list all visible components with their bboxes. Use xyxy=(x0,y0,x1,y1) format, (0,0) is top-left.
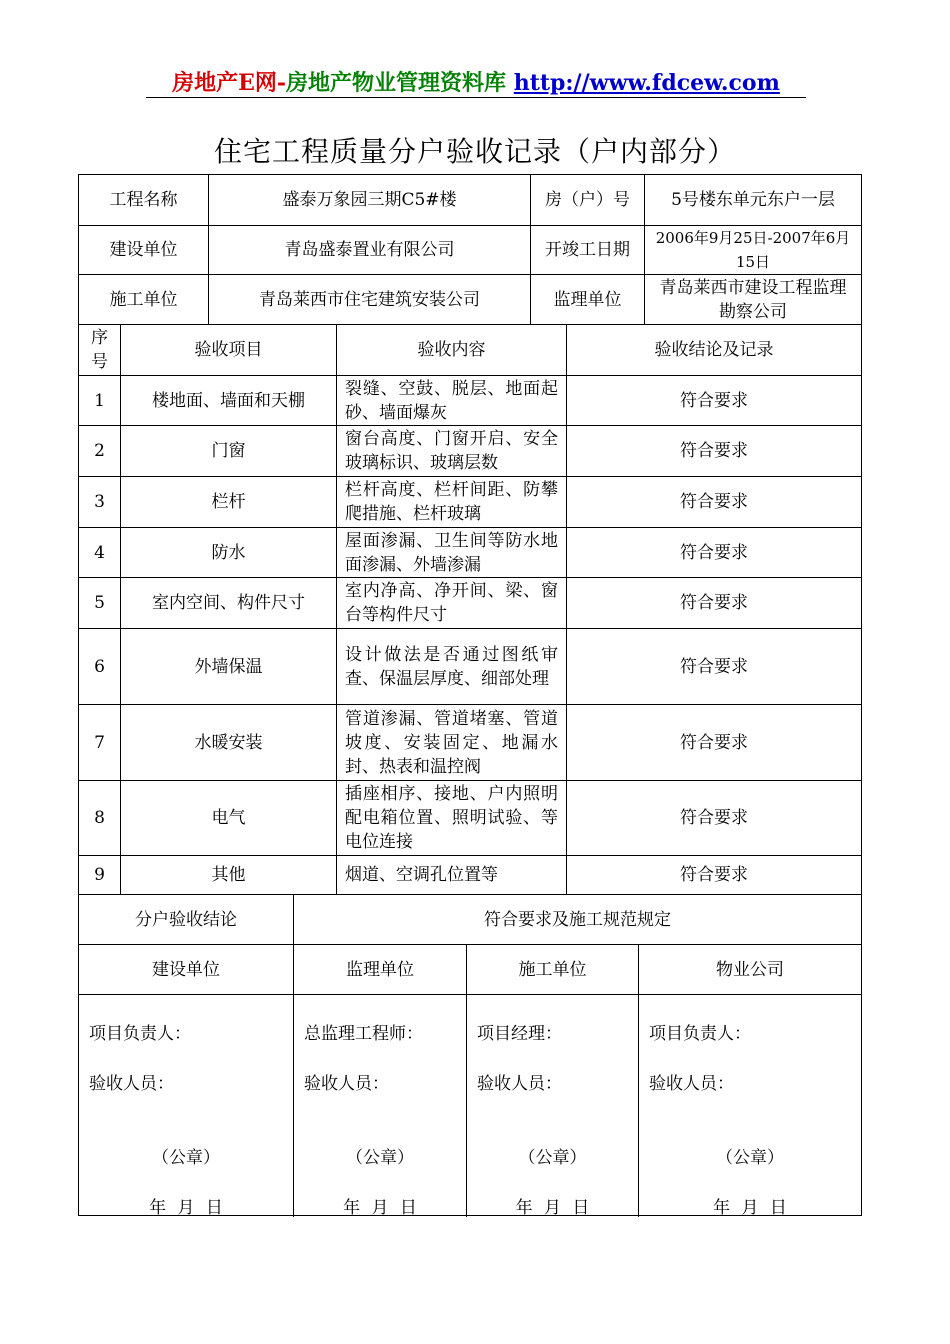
signoff-header-builder: 建设单位 xyxy=(79,945,294,995)
period-label: 开竣工日期 xyxy=(531,226,645,275)
header-no: 序号 xyxy=(79,325,121,376)
header-item: 验收项目 xyxy=(121,325,337,376)
contractor-label: 施工单位 xyxy=(79,275,209,325)
row-content: 窗台高度、门窗开启、安全玻璃标识、玻璃层数 xyxy=(337,426,567,477)
header-content: 验收内容 xyxy=(337,325,567,376)
signoff-property xyxy=(639,995,861,1217)
signoff-date: 年 月 日 xyxy=(713,1198,787,1218)
signoff-seal: （公章） xyxy=(346,1148,414,1168)
signoff-lead: 项目负责人： xyxy=(89,1024,191,1044)
row-result: 符合要求 xyxy=(567,477,861,528)
row-item: 门窗 xyxy=(121,426,337,477)
builder-value: 青岛盛泰置业有限公司 xyxy=(209,226,531,275)
row-item: 防水 xyxy=(121,528,337,578)
row-result: 符合要求 xyxy=(567,376,861,426)
signoff-seal: （公章） xyxy=(518,1148,587,1168)
signoff-supervisor xyxy=(294,995,467,1217)
signoff-inspector: 验收人员： xyxy=(649,1074,734,1094)
signoff-lead: 项目负责人： xyxy=(649,1024,751,1044)
row-item: 室内空间、构件尺寸 xyxy=(121,578,337,629)
row-item: 外墙保温 xyxy=(121,629,337,705)
site-name-red: 房地产E网 xyxy=(172,70,277,96)
row-item: 栏杆 xyxy=(121,477,337,528)
signoff-date: 年 月 日 xyxy=(343,1198,417,1218)
row-result: 符合要求 xyxy=(567,528,861,578)
row-result: 符合要求 xyxy=(567,578,861,629)
row-no: 3 xyxy=(79,477,121,528)
signoff-seal: （公章） xyxy=(716,1148,784,1168)
row-content: 室内净高、净开间、梁、窗台等构件尺寸 xyxy=(337,578,567,629)
row-result: 符合要求 xyxy=(567,705,861,781)
site-name-green: 房地产物业管理资料库 xyxy=(286,70,507,96)
row-content: 屋面渗漏、卫生间等防水地面渗漏、外墙渗漏 xyxy=(337,528,567,578)
row-result: 符合要求 xyxy=(567,856,861,895)
supervisor-label: 监理单位 xyxy=(531,275,645,325)
signoff-inspector: 验收人员： xyxy=(89,1074,174,1094)
row-content: 烟道、空调孔位置等 xyxy=(337,856,567,895)
header-result: 验收结论及记录 xyxy=(567,325,861,376)
site-dash: - xyxy=(276,70,287,96)
signoff-lead: 项目经理： xyxy=(477,1024,562,1044)
project-name-value: 盛泰万象园三期C5#楼 xyxy=(209,175,531,226)
project-name-label: 工程名称 xyxy=(79,175,209,226)
signoff-header-contractor: 施工单位 xyxy=(467,945,639,995)
site-url-link[interactable]: http://www.fdcew.com xyxy=(513,70,780,96)
contractor-value: 青岛莱西市住宅建筑安装公司 xyxy=(209,275,531,325)
signoff-builder xyxy=(79,995,294,1217)
row-content: 裂缝、空鼓、脱层、地面起砂、墙面爆灰 xyxy=(337,376,567,426)
row-no: 9 xyxy=(79,856,121,895)
row-no: 2 xyxy=(79,426,121,477)
row-result: 符合要求 xyxy=(567,629,861,705)
row-content: 管道渗漏、管道堵塞、管道坡度、安装固定、地漏水封、热表和温控阀 xyxy=(337,705,567,781)
signoff-seal: （公章） xyxy=(152,1148,220,1168)
signoff-date: 年 月 日 xyxy=(515,1198,590,1218)
row-no: 7 xyxy=(79,705,121,781)
inspection-table xyxy=(78,174,862,1216)
conclusion-value: 符合要求及施工规范规定 xyxy=(294,895,861,945)
row-no: 4 xyxy=(79,528,121,578)
row-result: 符合要求 xyxy=(567,781,861,856)
page-title: 住宅工程质量分户验收记录（户内部分） xyxy=(213,135,736,168)
row-content: 插座相序、接地、户内照明配电箱位置、照明试验、等电位连接 xyxy=(337,781,567,856)
room-value: 5号楼东单元东户一层 xyxy=(645,175,861,226)
header-divider xyxy=(146,97,806,98)
signoff-inspector: 验收人员： xyxy=(477,1074,562,1094)
signoff-inspector: 验收人员： xyxy=(304,1074,389,1094)
row-result: 符合要求 xyxy=(567,426,861,477)
conclusion-label: 分户验收结论 xyxy=(79,895,294,945)
signoff-header-supervisor: 监理单位 xyxy=(294,945,467,995)
row-no: 5 xyxy=(79,578,121,629)
row-item: 其他 xyxy=(121,856,337,895)
room-label: 房（户）号 xyxy=(531,175,645,226)
row-content: 栏杆高度、栏杆间距、防攀爬措施、栏杆玻璃 xyxy=(337,477,567,528)
signoff-contractor xyxy=(467,995,639,1217)
site-header xyxy=(146,66,806,97)
signoff-lead: 总监理工程师： xyxy=(304,1024,423,1044)
row-no: 1 xyxy=(79,376,121,426)
signoff-date: 年 月 日 xyxy=(149,1198,223,1218)
row-content: 设计做法是否通过图纸审查、保温层厚度、细部处理 xyxy=(337,629,567,705)
period-value: 2006年9月25日-2007年6月15日 xyxy=(645,226,861,275)
signoff-header-property: 物业公司 xyxy=(639,945,861,995)
supervisor-value: 青岛莱西市建设工程监理勘察公司 xyxy=(645,275,861,325)
row-item: 电气 xyxy=(121,781,337,856)
row-item: 楼地面、墙面和天棚 xyxy=(121,376,337,426)
row-no: 8 xyxy=(79,781,121,856)
builder-label: 建设单位 xyxy=(79,226,209,275)
row-no: 6 xyxy=(79,629,121,705)
row-item: 水暖安装 xyxy=(121,705,337,781)
